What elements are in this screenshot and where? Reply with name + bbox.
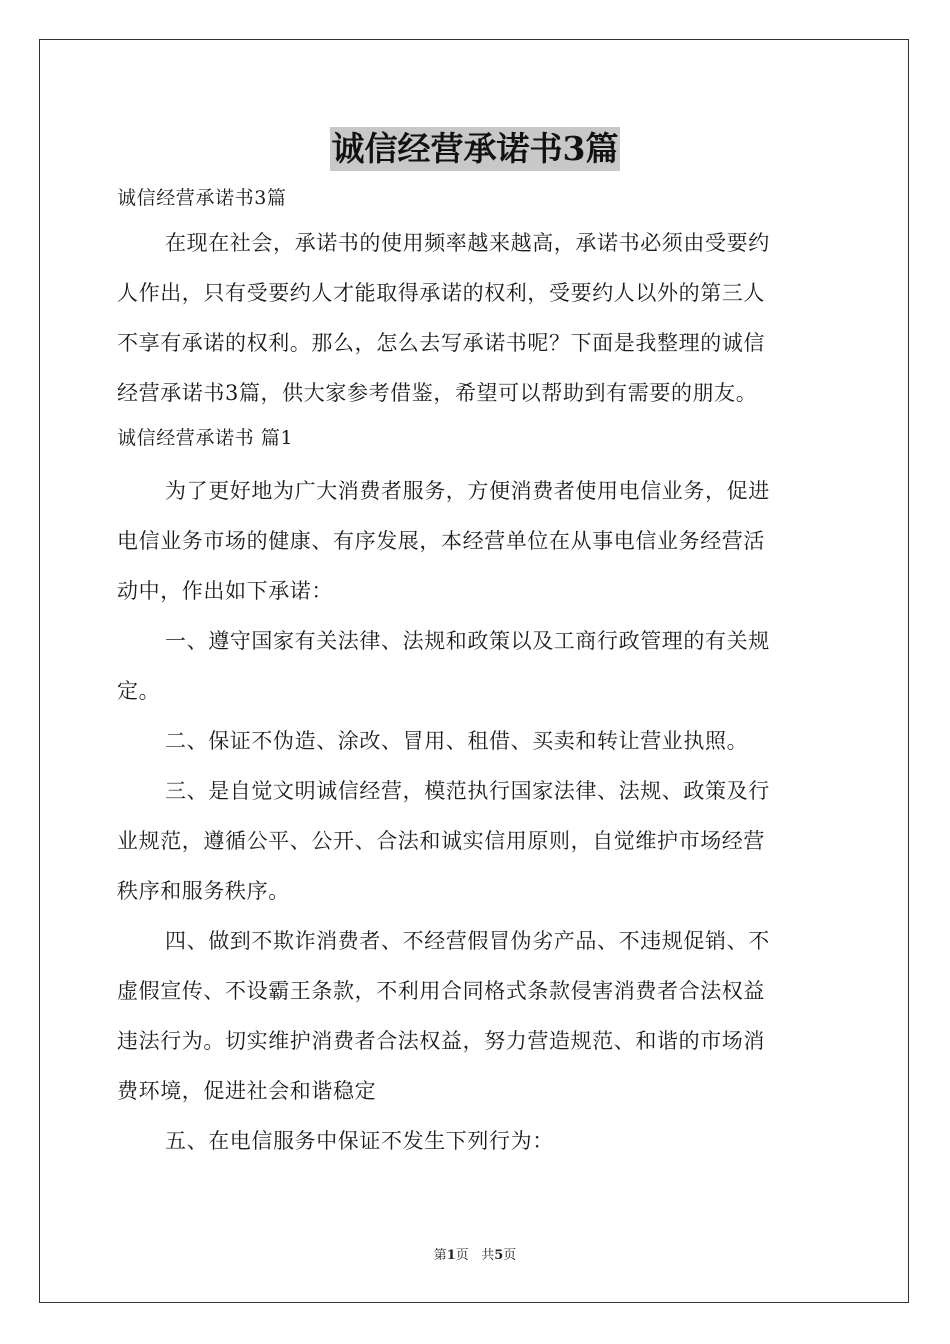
paragraph-line: 在现在社会，承诺书的使用频率越来越高，承诺书必须由受要约 — [165, 231, 770, 255]
paragraph-line: 不享有承诺的权利。那么，怎么去写承诺书呢？下面是我整理的诚信 — [117, 331, 765, 355]
section-heading: 诚信经营承诺书 篇1 — [117, 427, 294, 449]
paragraph-line: 业规范，遵循公平、公开、合法和诚实信用原则，自觉维护市场经营 — [117, 829, 765, 853]
paragraph-line: 虚假宣传、不设霸王条款，不利用合同格式条款侵害消费者合法权益 — [117, 979, 765, 1003]
paragraph-line: 定。 — [117, 679, 161, 703]
commitment-item-4 — [117, 916, 833, 1116]
document-body — [117, 178, 833, 1166]
spacer — [117, 458, 833, 466]
commitment-item-2 — [117, 716, 833, 766]
paragraph-line: 二、保证不伪造、涂改、冒用、租借、买卖和转让营业执照。 — [165, 729, 749, 753]
paragraph-line: 四、做到不欺诈消费者、不经营假冒伪劣产品、不违规促销、不 — [165, 929, 770, 953]
title-area — [0, 127, 950, 171]
current-page-number: 1 — [446, 1248, 456, 1263]
paragraph-line: 一、遵守国家有关法律、法规和政策以及工商行政管理的有关规 — [165, 629, 770, 653]
paragraph-commitment-intro — [117, 466, 833, 616]
paragraph-line: 为了更好地为广大消费者服务，方便消费者使用电信业务，促进 — [165, 479, 770, 503]
paragraph-line: 秩序和服务秩序。 — [117, 879, 290, 903]
paragraph-line: 五、在电信服务中保证不发生下列行为： — [165, 1129, 554, 1153]
commitment-item-1 — [117, 616, 833, 716]
page-footer — [0, 1244, 950, 1263]
paragraph-line: 人作出，只有受要约人才能取得承诺的权利，受要约人以外的第三人 — [117, 281, 765, 305]
total-prefix: 共 — [481, 1248, 495, 1263]
paragraph-line: 三、是自觉文明诚信经营，模范执行国家法律、法规、政策及行 — [165, 779, 770, 803]
commitment-item-3 — [117, 766, 833, 916]
page-prefix: 第 — [433, 1248, 447, 1263]
total-suffix: 页 — [503, 1248, 517, 1263]
paragraph-line: 费环境，促进社会和谐稳定 — [117, 1079, 377, 1103]
paragraph-line: 违法行为。切实维护消费者合法权益，努力营造规范、和谐的市场消 — [117, 1029, 765, 1053]
paragraph-line: 动中，作出如下承诺： — [117, 579, 333, 603]
commitment-item-5 — [117, 1116, 833, 1166]
total-page-count: 5 — [494, 1248, 504, 1263]
paragraph-line: 经营承诺书3篇，供大家参考借鉴，希望可以帮助到有需要的朋友。 — [117, 381, 758, 405]
paragraph-line: 电信业务市场的健康、有序发展，本经营单位在从事电信业务经营活 — [117, 529, 765, 553]
intro-paragraph — [117, 218, 833, 418]
document-title: 诚信经营承诺书3篇 — [330, 127, 621, 171]
page-suffix: 页 — [455, 1248, 469, 1263]
document-subtitle: 诚信经营承诺书3篇 — [117, 187, 287, 209]
